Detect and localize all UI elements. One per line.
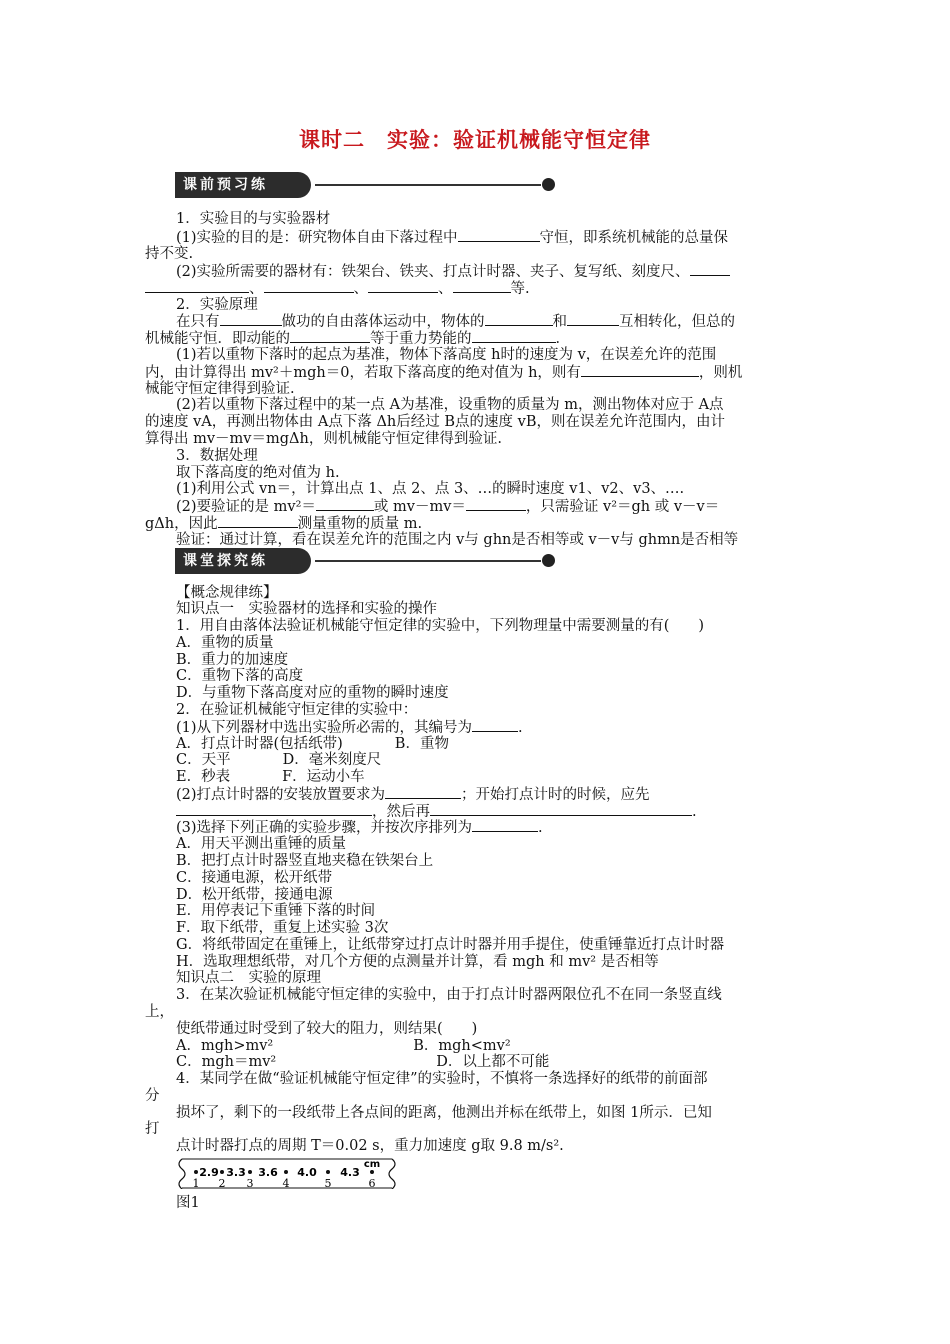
blank [567,312,619,326]
text-line: 持不变. [145,246,194,262]
text-line: 【概念规律练】 [176,585,278,601]
blank [485,312,553,326]
tape-point [326,1170,330,1174]
text-line: C．mgh＝mv² D．以上都不可能 [176,1054,550,1070]
tape-point-label: 5 [324,1177,332,1189]
text-line: (1)若以重物下落时的起点为基准，物体下落高度 h时的速度为 v，在误差允许的范围 [176,347,717,363]
blank [472,818,538,832]
blank [145,279,249,293]
text-line: A．重物的质量 [176,635,274,651]
text-line: D．松开纸带，接通电源 [176,887,333,903]
text-line: (1)实验的目的是：研究物体自由下落过程中 守恒，即系统机械能的总量保 [176,230,729,246]
text-line: 1．实验目的与实验器材 [176,211,331,227]
text-line: 2．实验原理 [176,297,258,313]
text-line: ，然后再 . [176,802,807,821]
text-line: (2)实验所需要的器材有：铁架台、铁夹、打点计时器、夹子、复写纸、刻度尺、 [176,262,807,281]
text-line: A．用天平测出重锤的质量 [176,836,346,852]
section-header-preview [175,172,555,198]
blank [368,279,438,293]
blank [176,802,372,816]
tape-point-label: 4 [282,1177,290,1189]
text-line: 上， [145,1004,174,1020]
text-line: (2)打点计时器的安装放置要求为 ；开始打点计时的时候，应先 [176,787,650,803]
tape-point-label: 3 [246,1177,254,1189]
text-line: (1)从下列器材中选出实验所必需的，其编号为 . [176,720,523,736]
tape-unit-label: cm [363,1159,381,1170]
text-line: C．天平 D．毫米刻度尺 [176,752,382,768]
text-line: 点计时器打点的周期 T＝0.02 s，重力加速度 g取 9.8 m/s². [176,1138,564,1154]
blank [290,329,370,343]
text-line: 知识点一 实验器材的选择和实验的操作 [176,601,437,617]
text-line: 1．用自由落体法验证机械能守恒定律的实验中，下列物理量中需要测量的有( ) [176,618,705,634]
tape-point-label: 1 [192,1177,200,1189]
tape-distance-label: 4.0 [297,1166,317,1179]
page-title: 课时二 实验：验证机械能守恒定律 [299,128,651,152]
blank [264,279,354,293]
text-line: D．与重物下落高度对应的重物的瞬时速度 [176,685,449,701]
blank [220,312,282,326]
section-label: 课堂探究练 [175,548,311,574]
text-line: B．重力的加速度 [176,652,289,668]
tape-distance-label: 4.3 [340,1166,360,1179]
text-line: 2．在验证机械能守恒定律的实验中： [176,702,418,718]
text-line: 算得出 mv－mv＝mgΔh，则机械能守恒定律得到验证. [145,431,502,447]
text-line: E．秒表 F．运动小车 [176,769,365,785]
tape-point-label: 6 [368,1177,376,1189]
text-line: 的速度 vA，再测出物体由 A点下落 Δh后经过 B点的速度 vB，则在误差允许范围内，由计 [145,414,725,430]
text-line: B．把打点计时器竖直地夹稳在铁架台上 [176,853,434,869]
blank [690,262,730,276]
text-line: F．取下纸带，重复上述实验 3次 [176,920,389,936]
divider [315,184,541,186]
tape-distance-label: 2.9 [199,1166,219,1179]
text-line: A．打点计时器(包括纸带) B．重物 [176,736,449,752]
text-line: (3)选择下列正确的实验步骤，并按次序排列为 . [176,820,543,836]
text-line: 知识点二 实验的原理 [176,970,321,986]
text-line: C．接通电源，松开纸带 [176,870,333,886]
tape-distance-label: 3.3 [226,1166,246,1179]
blank [316,497,374,511]
text-line: 3．在某次验证机械能守恒定律的实验中，由于打点计时器两限位孔不在同一条竖直线 [176,987,722,1003]
text-line: G．将纸带固定在重锤上，让纸带穿过打点计时器并用手提住，使重锤靠近打点计时器 [176,937,725,953]
text-line: 损坏了，剩下的一段纸带上各点间的距离，他测出并标在纸带上，如图 1所示．已知 [176,1105,712,1121]
text-line: 械能守恒定律得到验证. [145,381,295,397]
section-label: 课前预习练 [175,172,311,198]
text-line: gΔh，因此 测量重物的质量 m. [145,516,423,532]
tape-point [220,1170,224,1174]
figure-caption: 图1 [176,1195,200,1211]
blank [430,802,692,816]
blank [466,497,526,511]
text-line: H．选取理想纸带，对几个方便的点测量并计算，看 mgh 和 mv² 是否相等 [176,954,659,970]
blank [581,363,699,377]
text-line: 、 、 、 等. [145,279,807,298]
text-line: 验证：通过计算，看在误差允许的范围之内 v与 ghn是否相等或 v－v与 ghmn是否相等 [176,532,739,548]
blank [458,228,540,242]
bullet-icon [542,554,555,567]
text-line: 分 [145,1088,160,1104]
tape-point [194,1170,198,1174]
text-line: E．用停表记下重锤下落的时间 [176,903,376,919]
tape-point [370,1170,374,1174]
text-line: 使纸带通过时受到了较大的阻力，则结果( ) [176,1021,478,1037]
text-line: 内，由计算得出 mv²＋mgh＝0，若取下落高度的绝对值为 h，则有 ，则机 [145,365,743,381]
text-line: A．mgh>mv² B．mgh<mv² [176,1038,511,1054]
text-line: C．重物下落的高度 [176,668,304,684]
text-line: (1)利用公式 vn＝，计算出点 1、点 2、点 3、…的瞬时速度 v1、v2、v3、…. [176,481,685,497]
tape-point [284,1170,288,1174]
blank [385,785,461,799]
bullet-icon [542,178,555,191]
divider [315,560,541,562]
blank [218,514,298,528]
text-line: 打 [145,1121,160,1137]
paper-tape-figure [176,1157,398,1189]
text-line: 4．某同学在做“验证机械能守恒定律”的实验时，不慎将一条选择好的纸带的前面部 [176,1071,708,1087]
tape-point [248,1170,252,1174]
section-header-classroom [175,548,555,574]
paper-tape-svg [176,1157,398,1189]
text-line: 3．数据处理 [176,448,258,464]
blank [472,718,518,732]
tape-distance-label: 3.6 [258,1166,278,1179]
text-line: 取下落高度的绝对值为 h. [176,465,340,481]
text-line: 机械能守恒．即动能的 等于重力势能的 ． [145,331,570,347]
tape-point-label: 2 [218,1177,226,1189]
blank [453,279,511,293]
text-line: (2)若以重物下落过程中的某一点 A为基准，设重物的质量为 m，测出物体对应于 A点 [176,397,724,413]
blank [472,329,556,343]
text-line: (2)要验证的是 mv²＝ 或 mv－mv＝ ，只需验证 v²＝gh 或 v－v＝ [176,499,720,515]
text-line: 在只有 做功的自由落体运动中，物体的 和 互相转化，但总的 [176,314,735,330]
